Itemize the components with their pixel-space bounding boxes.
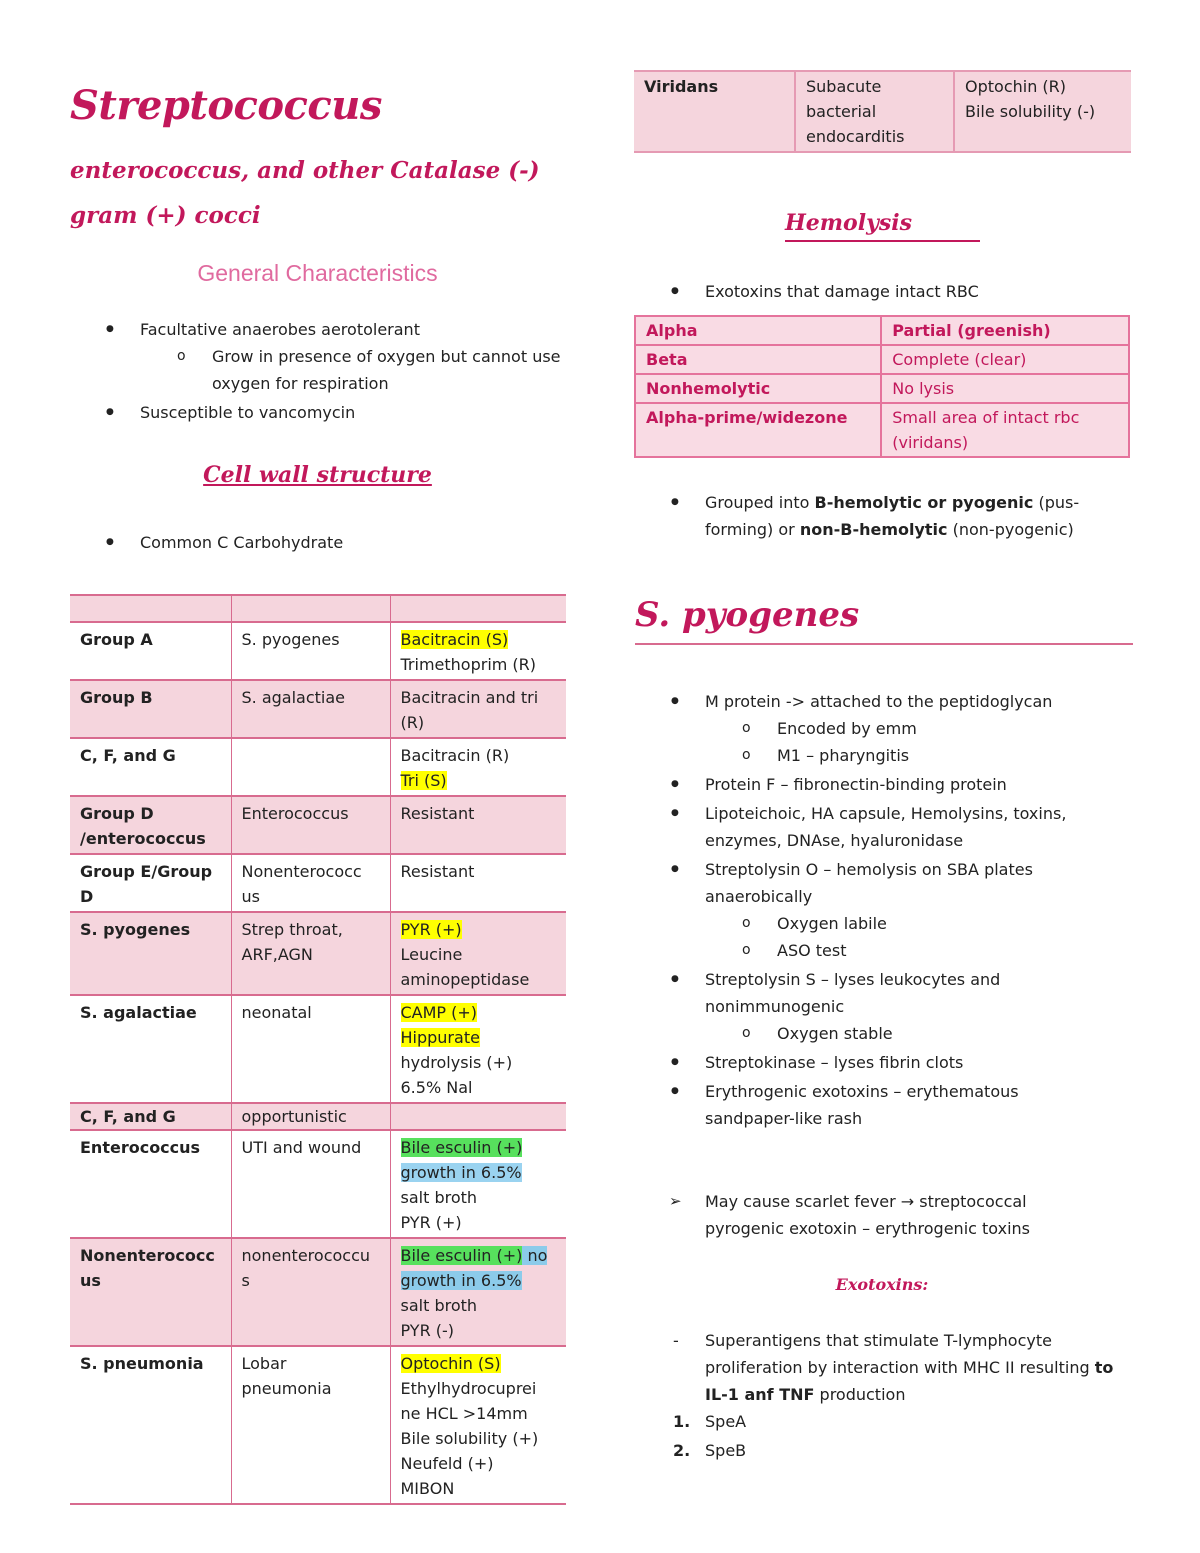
general-characteristics-heading: General Characteristics: [197, 260, 438, 286]
table-cell: Beta: [635, 345, 881, 374]
table-row: [635, 403, 1129, 457]
table-cell: Group D /enterococcus: [70, 796, 231, 854]
list-item: o M1 – pharyngitis: [635, 742, 1135, 769]
table-cell: Optochin (S) Ethylhydrocuprei ne HCL >14mm Bile solubility (+) Neufeld (+) MIBON: [390, 1346, 566, 1504]
list-item: o Encoded by emm: [635, 715, 1135, 742]
table-cell: Group E/Group D: [70, 854, 231, 912]
table-cell: S. pneumonia: [70, 1346, 231, 1504]
list-item: ● Grouped into B-hemolytic or pyogenic (pus-forming) or non-B-hemolytic (non-pyogenic): [635, 489, 1130, 543]
table-cell: [390, 595, 566, 622]
table-cell: Complete (clear): [881, 345, 1129, 374]
list-item: o Oxygen stable: [635, 1020, 1135, 1047]
exotoxins-list: [635, 1327, 1135, 1464]
table-cell: opportunistic: [231, 1103, 390, 1130]
table-row: [635, 374, 1129, 403]
table-row: [70, 738, 566, 796]
list-item: ● Protein F – fibronectin-binding protein: [635, 771, 1135, 798]
table-cell: nonenterococcu s: [231, 1238, 390, 1346]
table-row: [70, 1238, 566, 1346]
table-cell: Optochin (R) Bile solubility (-): [954, 71, 1131, 152]
table-cell: Bacitracin (R) Tri (S): [390, 738, 566, 796]
table-cell: [70, 595, 231, 622]
table-row: [70, 595, 566, 622]
grouping-list: [635, 489, 1130, 543]
s-pyogenes-heading: S. pyogenes: [635, 595, 1133, 645]
table-row: [70, 680, 566, 738]
table-cell: Resistant: [390, 854, 566, 912]
list-item: ● Erythrogenic exotoxins – erythematous sandpaper-like rash: [635, 1078, 1135, 1132]
table-cell: S. pyogenes: [231, 622, 390, 680]
table-cell: neonatal: [231, 995, 390, 1103]
table-cell: No lysis: [881, 374, 1129, 403]
table-cell: [390, 1103, 566, 1130]
table-row: [635, 316, 1129, 345]
table-row: [70, 1103, 566, 1130]
table-row: [70, 796, 566, 854]
list-item: ● Facultative anaerobes aerotolerant: [70, 316, 565, 343]
table-cell: Enterococcus: [70, 1130, 231, 1238]
table-row: [70, 622, 566, 680]
list-item: ● Susceptible to vancomycin: [70, 399, 565, 426]
table-cell: Bacitracin and tri (R): [390, 680, 566, 738]
table-row: [70, 1130, 566, 1238]
list-item: ● M protein -> attached to the peptidoglycan: [635, 688, 1135, 715]
list-item: ➢ May cause scarlet fever → streptococcal pyrogenic exotoxin – erythrogenic toxins: [635, 1188, 1135, 1242]
hemolysis-heading: Hemolysis: [785, 210, 980, 242]
page-subtitle: enterococcus, and other Catalase (-) gram (+) cocci: [70, 157, 540, 229]
page-title: Streptococcus: [70, 82, 382, 129]
viridans-table: [634, 70, 1131, 153]
table-cell: Bacitracin (S) Trimethoprim (R): [390, 622, 566, 680]
table-cell: C, F, and G: [70, 1103, 231, 1130]
list-item: ● Common C Carbohydrate: [70, 529, 565, 556]
table-cell: Resistant: [390, 796, 566, 854]
cell-wall-heading: Cell wall structure: [203, 462, 432, 488]
table-cell: CAMP (+) Hippurate hydrolysis (+) 6.5% Nal: [390, 995, 566, 1103]
table-cell: Small area of intact rbc (viridans): [881, 403, 1129, 457]
list-item: 1. SpeA: [635, 1408, 1135, 1435]
table-row: [635, 345, 1129, 374]
cell-wall-list: [70, 529, 565, 556]
table-cell: Bile esculin (+) growth in 6.5% salt broth PYR (+): [390, 1130, 566, 1238]
table-cell: Enterococcus: [231, 796, 390, 854]
list-item: ● Streptokinase – lyses fibrin clots: [635, 1049, 1135, 1076]
s-pyogenes-list: [635, 688, 1135, 1132]
table-cell: C, F, and G: [70, 738, 231, 796]
table-row: [634, 71, 1131, 152]
groups-table: [70, 594, 566, 1505]
table-cell: Subacute bacterial endocarditis: [795, 71, 954, 152]
table-cell: UTI and wound: [231, 1130, 390, 1238]
table-cell: S. pyogenes: [70, 912, 231, 995]
list-item: ● Streptolysin S – lyses leukocytes and nonimmunogenic: [635, 966, 1135, 1020]
table-cell: Partial (greenish): [881, 316, 1129, 345]
table-row: [70, 995, 566, 1103]
list-item: 2. SpeB: [635, 1437, 1135, 1464]
table-row: [70, 854, 566, 912]
table-cell: Group A: [70, 622, 231, 680]
table-cell: S. agalactiae: [231, 680, 390, 738]
table-row: [70, 912, 566, 995]
table-cell: Bile esculin (+) no growth in 6.5% salt broth PYR (-): [390, 1238, 566, 1346]
hemolysis-table: [634, 315, 1130, 458]
list-item: ● Streptolysin O – hemolysis on SBA plates anaerobically: [635, 856, 1135, 910]
table-cell: Alpha: [635, 316, 881, 345]
table-cell: Nonenterococc us: [70, 1238, 231, 1346]
list-item: ● Lipoteichoic, HA capsule, Hemolysins, toxins, enzymes, DNAse, hyaluronidase: [635, 800, 1135, 854]
list-item: o Grow in presence of oxygen but cannot use oxygen for respiration: [70, 343, 565, 397]
exotoxins-heading: Exotoxins:: [835, 1275, 929, 1294]
hemolysis-list: [635, 278, 1130, 305]
table-cell: S. agalactiae: [70, 995, 231, 1103]
scarlet-list: [635, 1188, 1135, 1242]
table-cell: Nonhemolytic: [635, 374, 881, 403]
table-cell: Nonenterococc us: [231, 854, 390, 912]
list-item: ● Exotoxins that damage intact RBC: [635, 278, 1130, 305]
table-cell: Lobar pneumonia: [231, 1346, 390, 1504]
list-item: o Oxygen labile: [635, 910, 1135, 937]
table-cell: PYR (+) Leucine aminopeptidase: [390, 912, 566, 995]
table-row: [70, 1346, 566, 1504]
table-cell: [231, 595, 390, 622]
table-cell: Strep throat, ARF,AGN: [231, 912, 390, 995]
list-item: - Superantigens that stimulate T-lymphocyte proliferation by interaction with MHC II resulting to IL-1 anf TNF production: [635, 1327, 1135, 1408]
general-list: [70, 316, 565, 426]
table-cell: [231, 738, 390, 796]
table-cell: Alpha-prime/widezone: [635, 403, 881, 457]
table-cell: Viridans: [634, 71, 795, 152]
list-item: o ASO test: [635, 937, 1135, 964]
table-cell: Group B: [70, 680, 231, 738]
